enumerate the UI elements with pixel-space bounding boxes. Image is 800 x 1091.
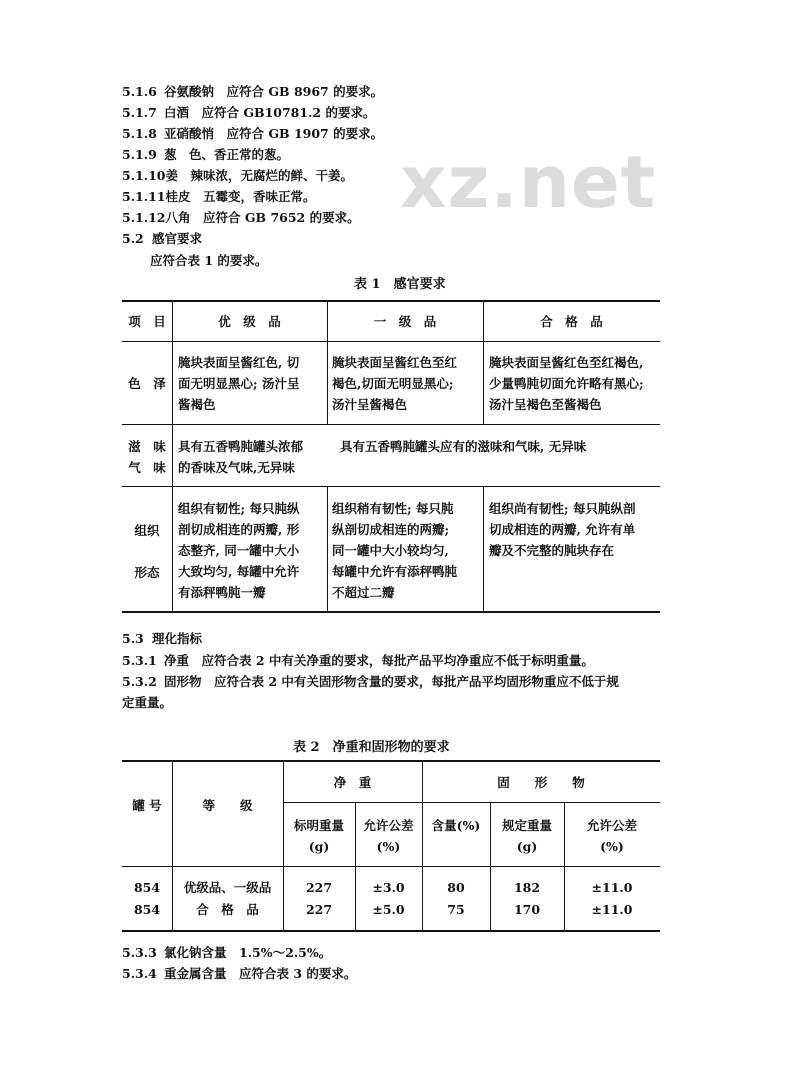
clause-5-3-1: 5.3.1 净重 应符合表 2 中有关净重的要求，每批产品平均净重应不低于标明重量。 xyxy=(122,653,594,668)
clause-5-2: 5.2 感官要求 xyxy=(122,231,203,246)
t1-header-item: 项 目 xyxy=(128,314,166,329)
table2-caption: 表 2 净重和固形物的要求 xyxy=(293,740,450,755)
clause-5-3-2-cont: 定重量。 xyxy=(122,695,173,710)
clause-5-1-10: 5.1.10姜 辣味浓，无腐烂的鲜、干姜。 xyxy=(122,168,354,183)
t1-header-first: 一 级 品 xyxy=(373,314,437,329)
clause-5-3-4: 5.3.4 重金属含量 应符合表 3 的要求。 xyxy=(122,966,357,981)
t2-header-solid: 固 形 物 xyxy=(497,775,585,790)
t2-sub-net-tolerance: 允许公差 (%) xyxy=(363,818,414,854)
intro-text: 应符合表 1 的要求。 xyxy=(150,253,268,268)
t1-row2-merged: 具有五香鸭肫罐头应有的滋味和气味, 无异味 xyxy=(340,439,587,454)
t1-row3-first: 组织稍有韧性; 每只肫 纵剖切成相连的两瓣; 同一罐中大小较均匀, 每罐中允许有添秤鸭肫 不超过二瓣 xyxy=(332,501,458,600)
t2-header-net: 净 重 xyxy=(333,775,372,790)
t1-row3-qualified: 组织尚有韧性; 每只肫纵剖 切成相连的两瓣, 允许有单 瓣及不完整的肫块存在 xyxy=(489,501,636,558)
clause-5-1-6: 5.1.6 谷氨酸钠 应符合 GB 8967 的要求。 xyxy=(122,84,384,99)
clause-5-1-8: 5.1.8 亚硝酸悄 应符合 GB 1907 的要求。 xyxy=(122,126,384,141)
t2-sub-content: 含量(%) xyxy=(431,818,481,833)
t2-sub-labeled-weight: 标明重量 (g) xyxy=(293,818,344,854)
clause-5-1-12: 5.1.12八角 应符合 GB 7652 的要求。 xyxy=(122,210,360,225)
t2-header-grade: 等 级 xyxy=(202,798,253,813)
watermark: xz.net xyxy=(400,140,657,224)
clause-5-3-2: 5.3.2 固形物 应符合表 2 中有关固形物含量的要求，每批产品平均固形物重应不低于规 xyxy=(122,674,619,689)
t1-row3-item: 组织 形态 xyxy=(134,523,160,580)
clause-5-3: 5.3 理化指标 xyxy=(122,631,203,646)
table1-caption: 表 1 感官要求 xyxy=(354,277,446,292)
t1-row2-premium: 具有五香鸭肫罐头浓郁 的香味及气味,无异味 xyxy=(178,439,304,475)
t1-row2-item: 滋 味 气 味 xyxy=(128,439,166,475)
clause-5-1-9: 5.1.9 葱 色、香正常的葱。 xyxy=(122,147,290,162)
t2-sub-specified-weight: 规定重量 (g) xyxy=(501,818,552,854)
t2-header-can: 罐 号 xyxy=(132,798,162,813)
t1-row1-premium: 腌块表面呈酱红色, 切 面无明显黑心; 汤汁呈 酱褐色 xyxy=(178,355,300,412)
t1-row1-item: 色 泽 xyxy=(128,376,166,391)
t1-row3-premium: 组织有韧性; 每只肫纵 剖切成相连的两瓣, 形 态整齐, 同一罐中大小 大致均匀, 每罐中允许 有添秤鸭肫一瓣 xyxy=(178,501,300,600)
t1-row1-qualified: 腌块表面呈酱红色至红褐色, 少量鸭肫切面允许略有黑心; 汤汁呈褐色至酱褐色 xyxy=(489,355,644,412)
clause-5-1-7: 5.1.7 白酒 应符合 GB10781.2 的要求。 xyxy=(122,105,376,120)
t1-header-premium: 优 级 品 xyxy=(218,314,281,329)
t2-sub-solid-tolerance: 允许公差 (%) xyxy=(586,818,637,854)
t1-row1-first: 腌块表面呈酱红色至红 褐色,切面无明显黑心; 汤汁呈酱褐色 xyxy=(332,355,458,412)
t1-header-qualified: 合 格 品 xyxy=(540,314,603,329)
clause-5-3-3: 5.3.3 氯化钠含量 1.5%～2.5%。 xyxy=(122,945,332,960)
clause-5-1-11: 5.1.11桂皮 五霉变，香味正常。 xyxy=(122,189,316,204)
